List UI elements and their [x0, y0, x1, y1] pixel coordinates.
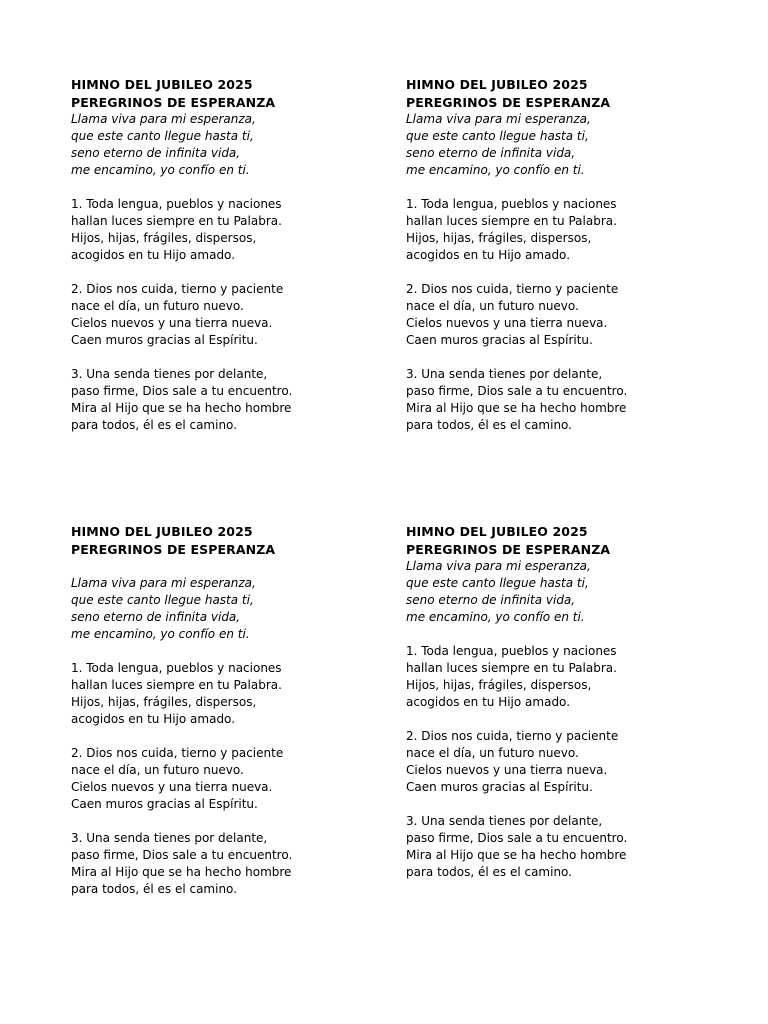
hymn-title	[71, 76, 371, 111]
stanza-line: acogidos en tu Hijo amado.	[406, 248, 571, 262]
stanza-line: hallan luces siempre en tu Palabra.	[71, 214, 282, 228]
chorus-line: Llama viva para mi esperanza,	[406, 112, 591, 126]
hymn-card-bottom-right	[406, 523, 706, 881]
chorus-line: Llama viva para mi esperanza,	[406, 559, 591, 573]
stanza-line: Hijos, hijas, frágiles, dispersos,	[71, 231, 257, 245]
stanza-line: para todos, él es el camino.	[71, 882, 237, 896]
stanza-line: Cielos nuevos y una tierra nueva.	[71, 780, 273, 794]
title-line-1: HIMNO DEL JUBILEO 2025	[71, 524, 253, 539]
stanza-2	[71, 745, 371, 813]
stanza-line: Caen muros gracias al Espíritu.	[71, 797, 258, 811]
stanza-line: 2. Dios nos cuida, tierno y paciente	[406, 282, 619, 296]
stanza-line: Caen muros gracias al Espíritu.	[406, 780, 593, 794]
chorus-line: Llama viva para mi esperanza,	[71, 576, 256, 590]
stanza-line: 3. Una senda tienes por delante,	[406, 814, 603, 828]
chorus	[406, 111, 706, 179]
chorus-line: me encamino, yo confío en ti.	[71, 627, 250, 641]
stanza-line: 2. Dios nos cuida, tierno y paciente	[406, 729, 619, 743]
stanza-line: Mira al Hijo que se ha hecho hombre	[406, 848, 627, 862]
stanza-line: acogidos en tu Hijo amado.	[71, 248, 236, 262]
title-line-1: HIMNO DEL JUBILEO 2025	[406, 77, 588, 92]
hymn-card-bottom-left	[71, 523, 371, 898]
hymn-card-top-right	[406, 76, 706, 434]
stanza-line: nace el día, un futuro nuevo.	[406, 299, 579, 313]
stanza-3	[406, 366, 706, 434]
stanza-3	[71, 366, 371, 434]
hymn-title	[406, 523, 706, 558]
stanza-2	[71, 281, 371, 349]
stanza-line: para todos, él es el camino.	[71, 418, 237, 432]
chorus-line: me encamino, yo confío en ti.	[71, 163, 250, 177]
chorus-line: me encamino, yo confío en ti.	[406, 163, 585, 177]
hymn-card-top-left	[71, 76, 371, 434]
stanza-line: Caen muros gracias al Espíritu.	[406, 333, 593, 347]
stanza-line: paso firme, Dios sale a tu encuentro.	[71, 384, 293, 398]
chorus-line: Llama viva para mi esperanza,	[71, 112, 256, 126]
stanza-line: Hijos, hijas, frágiles, dispersos,	[406, 231, 592, 245]
chorus-line: seno eterno de infinita vida,	[406, 146, 576, 160]
stanza-line: nace el día, un futuro nuevo.	[406, 746, 579, 760]
hymn-title	[406, 76, 706, 111]
hymn-title	[71, 523, 371, 558]
stanza-line: para todos, él es el camino.	[406, 865, 572, 879]
stanza-line: Cielos nuevos y una tierra nueva.	[406, 763, 608, 777]
title-line-2: PEREGRINOS DE ESPERANZA	[71, 541, 276, 557]
stanza-line: 3. Una senda tienes por delante,	[71, 367, 268, 381]
title-line-2: PEREGRINOS DE ESPERANZA	[71, 94, 276, 110]
chorus	[71, 111, 371, 179]
stanza-line: hallan luces siempre en tu Palabra.	[71, 678, 282, 692]
stanza-line: nace el día, un futuro nuevo.	[71, 299, 244, 313]
stanza-line: para todos, él es el camino.	[406, 418, 572, 432]
stanza-line: 1. Toda lengua, pueblos y naciones	[406, 644, 617, 658]
stanza-line: 3. Una senda tienes por delante,	[71, 831, 268, 845]
chorus-line: que este canto llegue hasta ti,	[71, 593, 254, 607]
stanza-line: Hijos, hijas, frágiles, dispersos,	[71, 695, 257, 709]
stanza-line: 2. Dios nos cuida, tierno y paciente	[71, 746, 284, 760]
stanza-line: nace el día, un futuro nuevo.	[71, 763, 244, 777]
chorus-line: seno eterno de infinita vida,	[406, 593, 576, 607]
stanza-1	[406, 643, 706, 711]
stanza-2	[406, 281, 706, 349]
chorus-line: seno eterno de infinita vida,	[71, 146, 241, 160]
stanza-line: acogidos en tu Hijo amado.	[71, 712, 236, 726]
stanza-2	[406, 728, 706, 796]
chorus	[406, 558, 706, 626]
stanza-line: 1. Toda lengua, pueblos y naciones	[406, 197, 617, 211]
stanza-1	[71, 196, 371, 264]
stanza-line: Mira al Hijo que se ha hecho hombre	[406, 401, 627, 415]
chorus	[71, 575, 371, 643]
stanza-line: 3. Una senda tienes por delante,	[406, 367, 603, 381]
stanza-line: hallan luces siempre en tu Palabra.	[406, 214, 617, 228]
stanza-line: paso firme, Dios sale a tu encuentro.	[406, 831, 628, 845]
stanza-line: Caen muros gracias al Espíritu.	[71, 333, 258, 347]
stanza-line: paso firme, Dios sale a tu encuentro.	[406, 384, 628, 398]
stanza-3	[71, 830, 371, 898]
chorus-line: seno eterno de infinita vida,	[71, 610, 241, 624]
stanza-line: 1. Toda lengua, pueblos y naciones	[71, 197, 282, 211]
stanza-line: Cielos nuevos y una tierra nueva.	[71, 316, 273, 330]
title-line-2: PEREGRINOS DE ESPERANZA	[406, 541, 611, 557]
title-line-2: PEREGRINOS DE ESPERANZA	[406, 94, 611, 110]
title-line-1: HIMNO DEL JUBILEO 2025	[406, 524, 588, 539]
title-line-1: HIMNO DEL JUBILEO 2025	[71, 77, 253, 92]
chorus-line: me encamino, yo confío en ti.	[406, 610, 585, 624]
stanza-line: 2. Dios nos cuida, tierno y paciente	[71, 282, 284, 296]
chorus-line: que este canto llegue hasta ti,	[406, 576, 589, 590]
chorus-line: que este canto llegue hasta ti,	[406, 129, 589, 143]
stanza-line: acogidos en tu Hijo amado.	[406, 695, 571, 709]
stanza-line: paso firme, Dios sale a tu encuentro.	[71, 848, 293, 862]
stanza-line: Mira al Hijo que se ha hecho hombre	[71, 401, 292, 415]
stanza-line: Hijos, hijas, frágiles, dispersos,	[406, 678, 592, 692]
stanza-1	[71, 660, 371, 728]
stanza-line: Cielos nuevos y una tierra nueva.	[406, 316, 608, 330]
chorus-line: que este canto llegue hasta ti,	[71, 129, 254, 143]
stanza-1	[406, 196, 706, 264]
stanza-line: 1. Toda lengua, pueblos y naciones	[71, 661, 282, 675]
stanza-line: Mira al Hijo que se ha hecho hombre	[71, 865, 292, 879]
stanza-line: hallan luces siempre en tu Palabra.	[406, 661, 617, 675]
stanza-3	[406, 813, 706, 881]
